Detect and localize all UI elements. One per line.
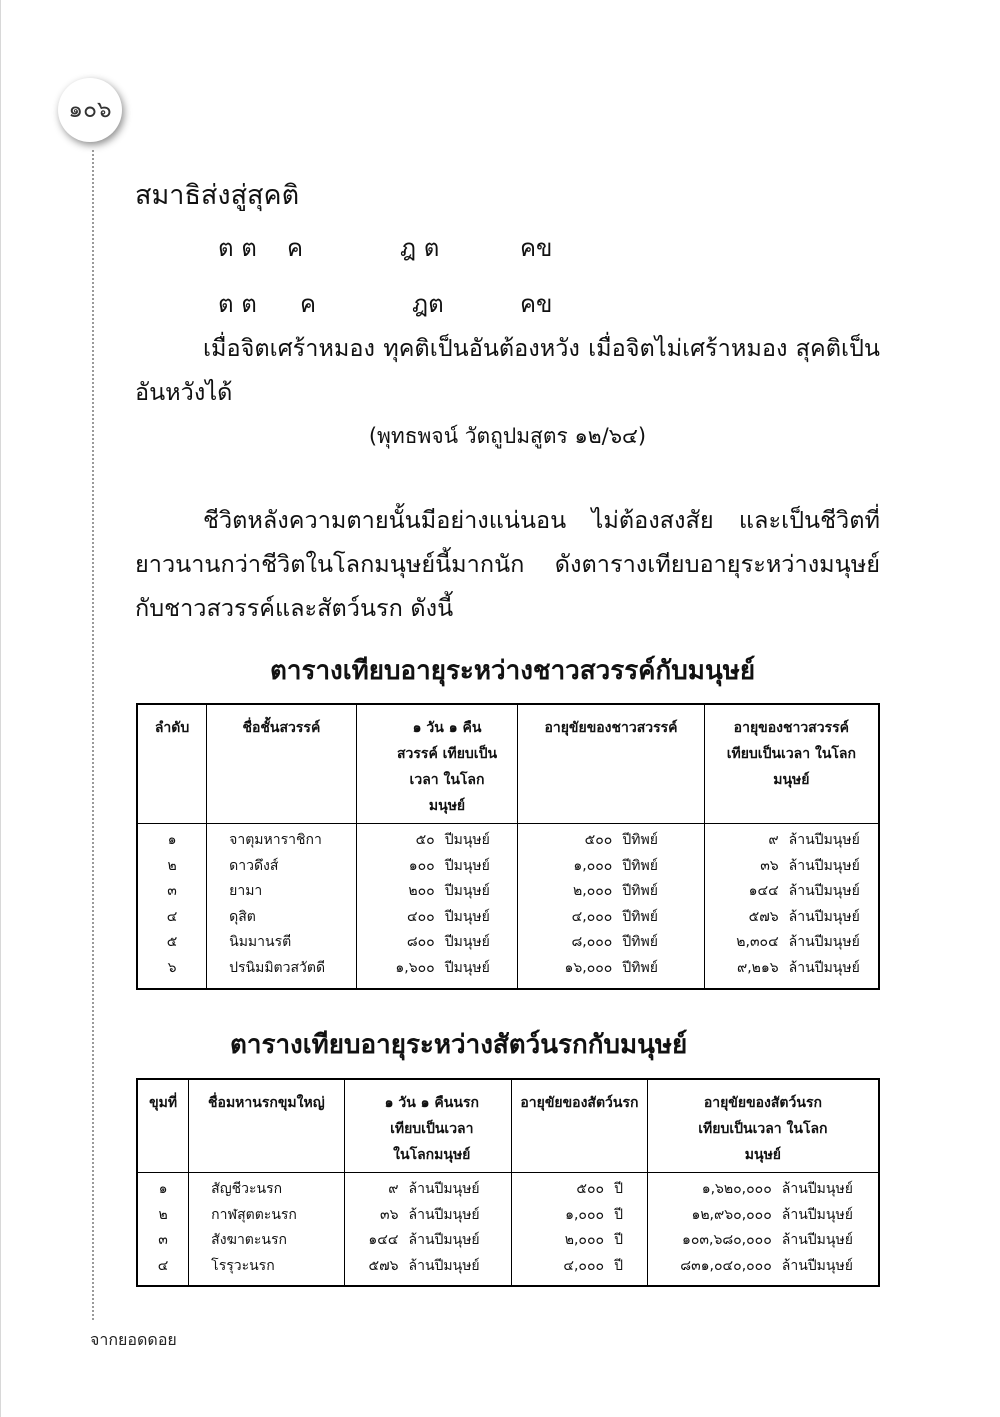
human-value: ๑๒,๙๖๐,๐๐๐ [691,1206,772,1223]
verse-word: คข [520,234,553,262]
life-unit: ปี [614,1232,623,1249]
life-unit: ปีทิพย์ [622,883,658,900]
column-header: ชื่อชั้นสวรรค์ [207,704,357,824]
column-header: อายุขัยของชาวสวรรค์ [518,704,704,824]
life-unit: ปีทิพย์ [622,857,658,874]
day-value: ๑๐๐ [408,857,435,874]
human-unit: ล้านปีมนุษย์ [788,908,860,925]
page-number: ๑๐๖ [68,97,112,123]
table-row [137,930,879,956]
paragraph-intro [135,498,880,630]
row-name: ดุสิต [207,905,357,931]
day-unit: ปีมนุษย์ [444,959,490,976]
life-value: ๘,๐๐๐ [571,934,613,951]
human-value: ๕๗๖ [748,908,779,925]
day-value: ๙ [388,1181,399,1197]
human-unit: ล้านปีมนุษย์ [788,959,860,976]
column-header: ขุมที่ [137,1079,189,1173]
human-value: ๑๐๓,๖๘๐,๐๐๐ [682,1232,772,1249]
day-value: ๔๐๐ [407,908,435,925]
life-value: ๔,๐๐๐ [571,908,613,925]
human-unit: ล้านปีมนุษย์ [781,1232,853,1249]
row-name: ดาวดึงส์ [207,854,357,880]
day-value: ๕๗๖ [368,1257,399,1274]
human-unit: ล้านปีมนุษย์ [788,857,860,874]
row-name: นิมมานรตี [207,930,357,956]
row-number: ๑ [137,824,207,854]
human-value: ๒,๓๐๔ [736,934,779,951]
day-value: ๑๔๔ [368,1232,399,1249]
table-header-row [137,704,879,824]
day-unit: ล้านปีมนุษย์ [408,1181,480,1197]
human-value: ๑,๖๒๐,๐๐๐ [701,1181,772,1197]
page-edge-line [0,0,1,1417]
day-unit: ปีมนุษย์ [444,934,490,951]
verse-line-2 [218,284,257,323]
day-unit: ล้านปีมนุษย์ [408,1257,480,1274]
row-name: กาฬสุตตะนรก [189,1203,344,1229]
column-header: ชื่อมหานรกขุมใหญ่ [189,1079,344,1173]
verse-word: ฎ ต [400,234,440,262]
life-value: ๔,๐๐๐ [563,1257,605,1274]
day-unit: ล้านปีมนุษย์ [408,1232,480,1249]
human-unit: ล้านปีมนุษย์ [781,1206,853,1223]
heaven-table-title: ตารางเทียบอายุระหว่างชาวสวรรค์กับมนุษย์ [270,656,756,686]
page-number-badge [58,78,122,142]
day-value: ๒๐๐ [408,883,435,900]
verse-line-1 [218,228,257,267]
day-value: ๑,๖๐๐ [395,959,435,976]
human-unit: ล้านปีมนุษย์ [781,1181,853,1197]
verse-word: ค [287,234,304,262]
row-number: ๖ [137,956,207,989]
table-row [137,854,879,880]
day-unit: ปีมนุษย์ [444,908,490,925]
day-unit: ปีมนุษย์ [444,857,490,874]
row-number: ๒ [137,854,207,880]
table-row [137,905,879,931]
row-number: ๔ [137,1254,189,1287]
row-number: ๑ [137,1173,189,1203]
human-unit: ล้านปีมนุษย์ [788,934,860,951]
human-value: ๘๓๑,๐๔๐,๐๐๐ [680,1257,772,1274]
day-unit: ปีมนุษย์ [444,883,490,900]
life-value: ๑,๐๐๐ [565,1206,605,1223]
column-header: อายุขัยของสัตว์นรก เทียบเป็นเวลา ในโลกมนุษย์ [647,1079,879,1173]
table-row [137,1203,879,1229]
table-row [137,956,879,989]
column-header: อายุของชาวสวรรค์ เทียบเป็นเวลา ในโลกมนุษย์ [704,704,879,824]
life-unit: ปี [614,1206,623,1223]
row-number: ๒ [137,1203,189,1229]
paragraph-quote [135,326,880,414]
human-unit: ล้านปีมนุษย์ [788,832,860,848]
table-row [137,824,879,854]
life-unit: ปีทิพย์ [622,934,658,951]
life-value: ๑,๐๐๐ [573,857,613,874]
table-header-row [137,1079,879,1173]
life-value: ๒,๐๐๐ [573,883,613,900]
column-header: ๑ วัน ๑ คืนสวรรค์ เทียบเป็นเวลา ในโลกมนุษย์ [356,704,518,824]
column-header: ลำดับ [137,704,207,824]
life-value: ๒,๐๐๐ [564,1232,605,1249]
verse-word: ค [300,290,317,318]
verse-word: ฎต [412,290,444,318]
row-number: ๔ [137,905,207,931]
life-value: ๕๐๐ [576,1181,605,1197]
column-header: ๑ วัน ๑ คืนนรก เทียบเป็นเวลา ในโลกมนุษย์ [344,1079,512,1173]
table-row [137,879,879,905]
life-unit: ปี [614,1257,623,1274]
row-name: โรรุวะนรก [189,1254,344,1287]
row-number: ๓ [137,1228,189,1254]
row-number: ๕ [137,930,207,956]
life-unit: ปีทิพย์ [622,908,658,925]
section-heading: สมาธิส่งสู่สุคติ [135,180,300,211]
day-unit: ล้านปีมนุษย์ [408,1206,480,1223]
hell-table-title: ตารางเทียบอายุระหว่างสัตว์นรกกับมนุษย์ [230,1030,688,1060]
day-unit: ปีมนุษย์ [444,832,490,848]
human-value: ๑๔๔ [748,883,779,900]
life-value: ๑๖,๐๐๐ [564,959,613,976]
life-unit: ปีทิพย์ [622,832,658,848]
day-value: ๓๖ [380,1206,399,1223]
column-header: อายุขัยของสัตว์นรก [512,1079,648,1173]
footer-book-title: จากยอดดอย [90,1330,177,1349]
verse-word: ต ต [218,290,257,318]
human-value: ๙,๒๑๖ [736,959,779,976]
row-number: ๓ [137,879,207,905]
life-unit: ปี [614,1181,623,1197]
human-value: ๙ [768,832,779,848]
verse-word: คข [520,290,553,318]
paragraph-quote-text: เมื่อจิตเศร้าหมอง ทุคติเป็นอันต้องหวัง เมื่อจิตไม่เศร้าหมอง สุคติเป็นอันหวังได้ [135,334,880,406]
life-unit: ปีทิพย์ [622,959,658,976]
day-value: ๘๐๐ [406,934,435,951]
hell-table [136,1078,880,1287]
human-unit: ล้านปีมนุษย์ [781,1257,853,1274]
row-name: ยามา [207,879,357,905]
table-row [137,1254,879,1287]
human-value: ๓๖ [760,857,779,874]
row-name: จาตุมหาราชิกา [207,824,357,854]
row-name: สัญชีวะนรก [189,1173,344,1203]
verse-word: ต ต [218,234,257,262]
row-name: ปรนิมมิตวสวัตดี [207,956,357,989]
table-row [137,1173,879,1203]
margin-dotted-rule [92,150,94,1320]
paragraph-intro-text: ชีวิตหลังความตายนั้นมีอย่างแน่นอน ไม่ต้องสงสัย และเป็นชีวิตที่ยาวนานกว่าชีวิตในโลกมนุษย์นี้มากนัก ดังตารางเทียบอายุระหว่างมนุษย์กับชาวสวรรค์และสัตว์นรก ดังนี้ [135,506,880,622]
row-name: สังฆาตะนรก [189,1228,344,1254]
day-value: ๕๐ [415,832,435,848]
life-value: ๕๐๐ [584,832,613,848]
heaven-table [136,703,880,990]
citation: (พุทธพจน์ วัตถูปมสูตร ๑๒/๖๔) [368,424,647,448]
human-unit: ล้านปีมนุษย์ [788,883,860,900]
table-row [137,1228,879,1254]
